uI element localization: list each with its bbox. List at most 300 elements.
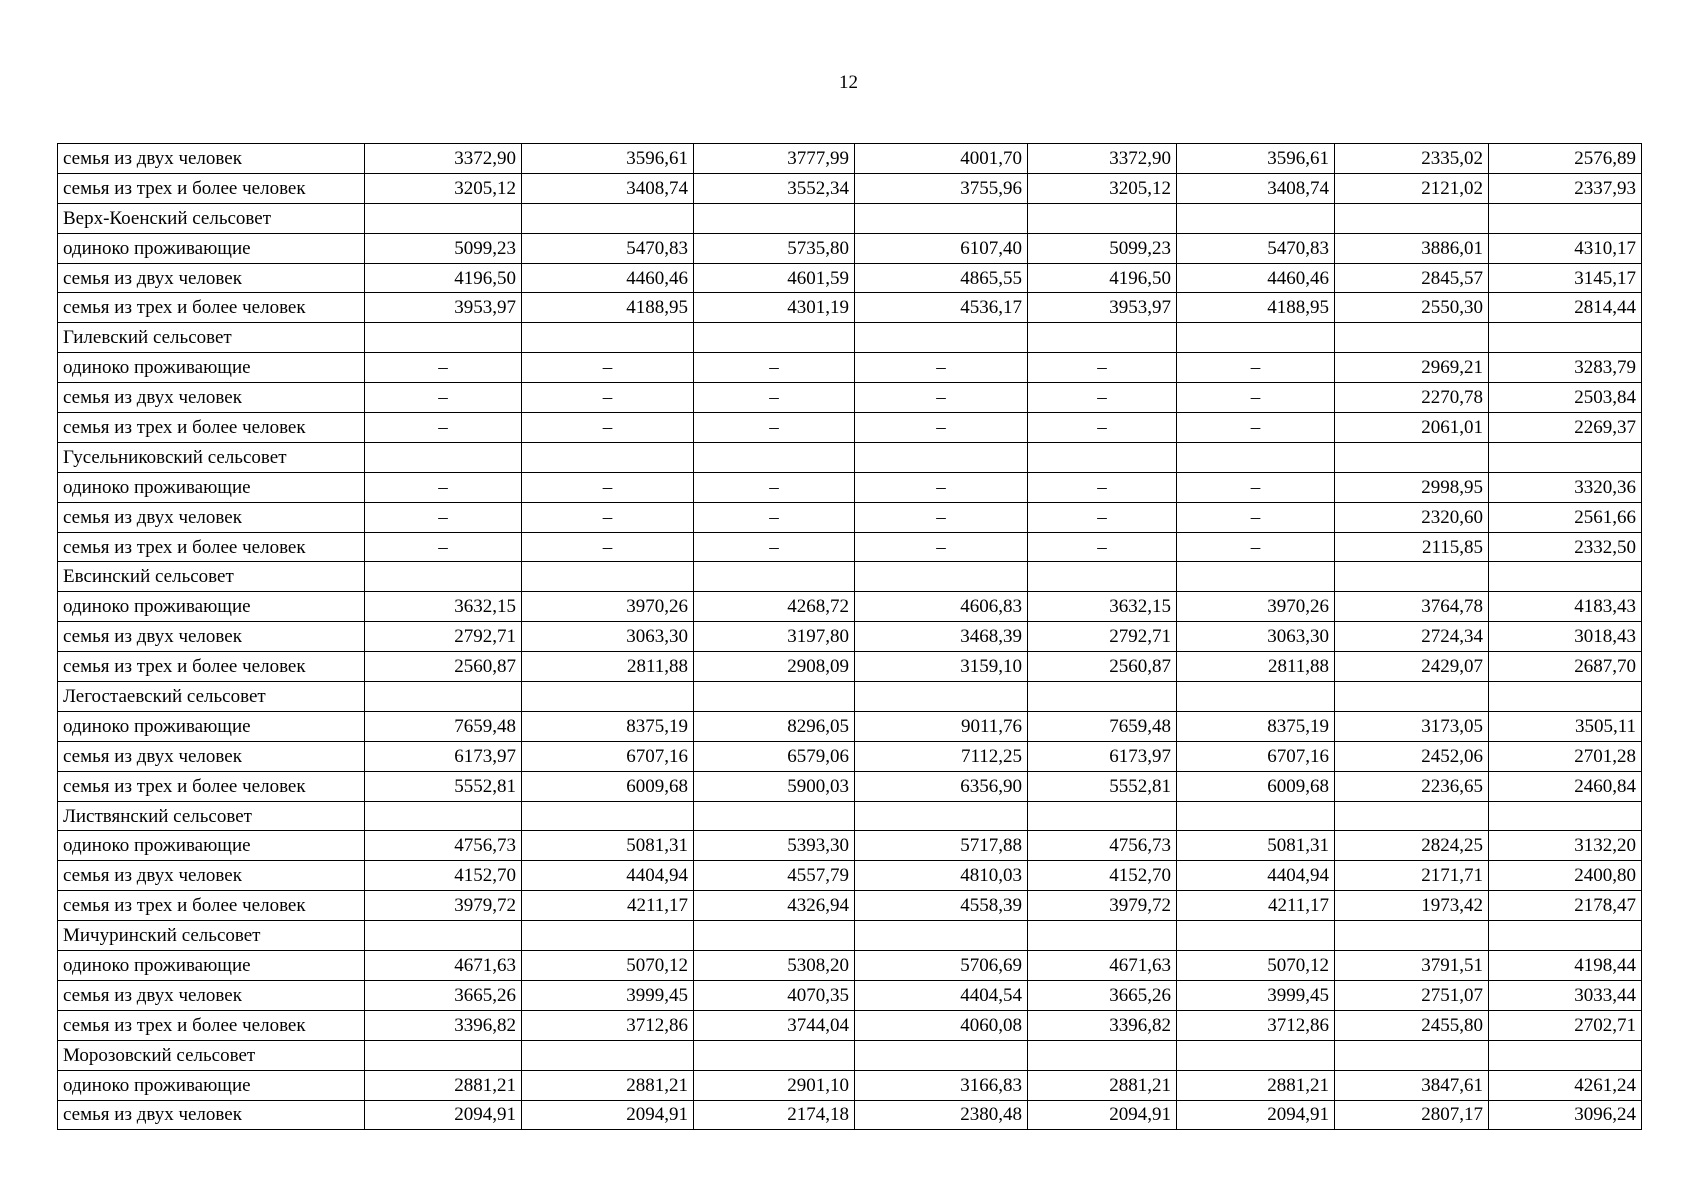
- row-label: Листвянский сельсовет: [58, 801, 365, 831]
- value-cell: 3159,10: [855, 652, 1028, 682]
- value-cell: 3283,79: [1489, 353, 1642, 383]
- value-cell: 4196,50: [1028, 263, 1177, 293]
- value-cell: –: [365, 353, 522, 383]
- value-cell: 4460,46: [522, 263, 694, 293]
- value-cell: 4211,17: [1177, 891, 1335, 921]
- value-cell: 2320,60: [1335, 502, 1489, 532]
- value-cell: 4196,50: [365, 263, 522, 293]
- table-row: [58, 771, 1642, 801]
- value-cell: 5735,80: [694, 233, 855, 263]
- value-cell: 3970,26: [1177, 592, 1335, 622]
- page-number: 12: [839, 72, 858, 93]
- value-cell: 3712,86: [1177, 1010, 1335, 1040]
- value-cell: 5717,88: [855, 831, 1028, 861]
- value-cell: 3145,17: [1489, 263, 1642, 293]
- value-cell: 3063,30: [522, 622, 694, 652]
- value-cell: –: [855, 383, 1028, 413]
- row-label: Гилевский сельсовет: [58, 323, 365, 353]
- value-cell: 7659,48: [1028, 711, 1177, 741]
- table-row: [58, 861, 1642, 891]
- row-label: Легостаевский сельсовет: [58, 682, 365, 712]
- value-cell: 2550,30: [1335, 293, 1489, 323]
- value-cell: 3197,80: [694, 622, 855, 652]
- table-row: [58, 921, 1642, 951]
- value-cell: 5081,31: [522, 831, 694, 861]
- value-cell: 3033,44: [1489, 980, 1642, 1010]
- value-cell: 9011,76: [855, 711, 1028, 741]
- value-cell: 3970,26: [522, 592, 694, 622]
- value-cell: –: [522, 383, 694, 413]
- value-cell: [522, 562, 694, 592]
- value-cell: 4211,17: [522, 891, 694, 921]
- value-cell: 5470,83: [1177, 233, 1335, 263]
- value-cell: 3886,01: [1335, 233, 1489, 263]
- value-cell: –: [694, 532, 855, 562]
- value-cell: –: [522, 532, 694, 562]
- value-cell: 4601,59: [694, 263, 855, 293]
- value-cell: 6009,68: [1177, 771, 1335, 801]
- value-cell: [365, 203, 522, 233]
- value-cell: 4188,95: [1177, 293, 1335, 323]
- value-cell: 7112,25: [855, 741, 1028, 771]
- table-row: [58, 741, 1642, 771]
- value-cell: 2576,89: [1489, 144, 1642, 174]
- value-cell: –: [1028, 353, 1177, 383]
- value-cell: [1489, 203, 1642, 233]
- value-cell: 3063,30: [1177, 622, 1335, 652]
- value-cell: [1028, 562, 1177, 592]
- row-label: семья из двух человек: [58, 383, 365, 413]
- value-cell: 3712,86: [522, 1010, 694, 1040]
- value-cell: 6173,97: [365, 741, 522, 771]
- value-cell: 2171,71: [1335, 861, 1489, 891]
- value-cell: [855, 921, 1028, 951]
- value-cell: [522, 1040, 694, 1070]
- table-row: [58, 682, 1642, 712]
- value-cell: [694, 801, 855, 831]
- value-cell: 2792,71: [1028, 622, 1177, 652]
- value-cell: 6707,16: [522, 741, 694, 771]
- value-cell: –: [365, 472, 522, 502]
- value-cell: 3999,45: [1177, 980, 1335, 1010]
- value-cell: –: [1028, 532, 1177, 562]
- value-cell: 3755,96: [855, 173, 1028, 203]
- value-cell: –: [1028, 472, 1177, 502]
- value-cell: [1335, 442, 1489, 472]
- value-cell: 4001,70: [855, 144, 1028, 174]
- value-cell: [694, 442, 855, 472]
- value-cell: 4152,70: [365, 861, 522, 891]
- value-cell: 2332,50: [1489, 532, 1642, 562]
- value-cell: [1028, 442, 1177, 472]
- table-row: [58, 801, 1642, 831]
- tariff-table: [57, 143, 1642, 1130]
- value-cell: [855, 562, 1028, 592]
- value-cell: [1335, 1040, 1489, 1070]
- row-label: семья из трех и более человек: [58, 771, 365, 801]
- value-cell: 5552,81: [1028, 771, 1177, 801]
- value-cell: 3665,26: [365, 980, 522, 1010]
- value-cell: 2687,70: [1489, 652, 1642, 682]
- value-cell: 4268,72: [694, 592, 855, 622]
- table-row: [58, 1040, 1642, 1070]
- value-cell: 4756,73: [365, 831, 522, 861]
- value-cell: –: [1028, 413, 1177, 443]
- value-cell: [694, 682, 855, 712]
- value-cell: [1489, 801, 1642, 831]
- value-cell: 4558,39: [855, 891, 1028, 921]
- value-cell: 2094,91: [1177, 1100, 1335, 1130]
- value-cell: 2094,91: [365, 1100, 522, 1130]
- value-cell: [1028, 323, 1177, 353]
- value-cell: 4326,94: [694, 891, 855, 921]
- value-cell: 3764,78: [1335, 592, 1489, 622]
- value-cell: 2845,57: [1335, 263, 1489, 293]
- value-cell: 5099,23: [1028, 233, 1177, 263]
- value-cell: 6356,90: [855, 771, 1028, 801]
- value-cell: 6173,97: [1028, 741, 1177, 771]
- value-cell: 4060,08: [855, 1010, 1028, 1040]
- value-cell: 6009,68: [522, 771, 694, 801]
- value-cell: [1335, 801, 1489, 831]
- value-cell: 3396,82: [365, 1010, 522, 1040]
- value-cell: 4460,46: [1177, 263, 1335, 293]
- value-cell: 2400,80: [1489, 861, 1642, 891]
- value-cell: 3408,74: [522, 173, 694, 203]
- value-cell: 8296,05: [694, 711, 855, 741]
- value-cell: [694, 562, 855, 592]
- value-cell: 6579,06: [694, 741, 855, 771]
- table-row: [58, 144, 1642, 174]
- value-cell: 4404,94: [522, 861, 694, 891]
- value-cell: 4756,73: [1028, 831, 1177, 861]
- value-cell: 2094,91: [522, 1100, 694, 1130]
- value-cell: [1177, 203, 1335, 233]
- row-label: семья из трех и более человек: [58, 1010, 365, 1040]
- value-cell: 2560,87: [1028, 652, 1177, 682]
- value-cell: –: [365, 383, 522, 413]
- value-cell: 2724,34: [1335, 622, 1489, 652]
- table-row: [58, 472, 1642, 502]
- value-cell: 2380,48: [855, 1100, 1028, 1130]
- value-cell: –: [365, 532, 522, 562]
- row-label: семья из двух человек: [58, 263, 365, 293]
- value-cell: [1335, 921, 1489, 951]
- value-cell: 2792,71: [365, 622, 522, 652]
- value-cell: 5900,03: [694, 771, 855, 801]
- value-cell: –: [1177, 502, 1335, 532]
- value-cell: [522, 682, 694, 712]
- value-cell: [1335, 203, 1489, 233]
- value-cell: [1489, 1040, 1642, 1070]
- value-cell: 2560,87: [365, 652, 522, 682]
- value-cell: 3372,90: [365, 144, 522, 174]
- value-cell: –: [522, 502, 694, 532]
- value-cell: –: [855, 532, 1028, 562]
- value-cell: [365, 1040, 522, 1070]
- value-cell: 1973,42: [1335, 891, 1489, 921]
- value-cell: 2061,01: [1335, 413, 1489, 443]
- row-label: семья из трех и более человек: [58, 532, 365, 562]
- value-cell: 2811,88: [1177, 652, 1335, 682]
- table-row: [58, 353, 1642, 383]
- row-label: одиноко проживающие: [58, 472, 365, 502]
- value-cell: –: [855, 413, 1028, 443]
- value-cell: 2881,21: [1028, 1070, 1177, 1100]
- value-cell: –: [1177, 353, 1335, 383]
- value-cell: 4261,24: [1489, 1070, 1642, 1100]
- value-cell: 2701,28: [1489, 741, 1642, 771]
- table-row: [58, 562, 1642, 592]
- value-cell: 4301,19: [694, 293, 855, 323]
- value-cell: 3999,45: [522, 980, 694, 1010]
- value-cell: 3173,05: [1335, 711, 1489, 741]
- value-cell: [855, 323, 1028, 353]
- value-cell: 3979,72: [365, 891, 522, 921]
- row-label: семья из трех и более человек: [58, 652, 365, 682]
- value-cell: 2908,09: [694, 652, 855, 682]
- value-cell: 7659,48: [365, 711, 522, 741]
- value-cell: –: [1028, 502, 1177, 532]
- value-cell: [1489, 442, 1642, 472]
- table-row: [58, 502, 1642, 532]
- table-row: [58, 413, 1642, 443]
- value-cell: [1177, 921, 1335, 951]
- value-cell: 4152,70: [1028, 861, 1177, 891]
- value-cell: –: [694, 413, 855, 443]
- value-cell: 2811,88: [522, 652, 694, 682]
- table-row: [58, 711, 1642, 741]
- value-cell: [1335, 323, 1489, 353]
- value-cell: [1177, 801, 1335, 831]
- value-cell: 2824,25: [1335, 831, 1489, 861]
- value-cell: 3953,97: [365, 293, 522, 323]
- value-cell: 3468,39: [855, 622, 1028, 652]
- value-cell: [1177, 442, 1335, 472]
- value-cell: –: [522, 472, 694, 502]
- table-body: [58, 144, 1642, 1130]
- row-label: Мичуринский сельсовет: [58, 921, 365, 951]
- value-cell: –: [1177, 532, 1335, 562]
- value-cell: [365, 801, 522, 831]
- value-cell: 3665,26: [1028, 980, 1177, 1010]
- table-row: [58, 173, 1642, 203]
- value-cell: 2751,07: [1335, 980, 1489, 1010]
- value-cell: –: [1177, 472, 1335, 502]
- value-cell: 5081,31: [1177, 831, 1335, 861]
- row-label: одиноко проживающие: [58, 233, 365, 263]
- row-label: семья из трех и более человек: [58, 293, 365, 323]
- table-row: [58, 323, 1642, 353]
- value-cell: –: [855, 353, 1028, 383]
- value-cell: [694, 921, 855, 951]
- value-cell: 3791,51: [1335, 951, 1489, 981]
- value-cell: 3979,72: [1028, 891, 1177, 921]
- value-cell: [522, 442, 694, 472]
- value-cell: [1335, 562, 1489, 592]
- value-cell: [1177, 1040, 1335, 1070]
- value-cell: 2998,95: [1335, 472, 1489, 502]
- table-row: [58, 532, 1642, 562]
- value-cell: 3777,99: [694, 144, 855, 174]
- value-cell: 2094,91: [1028, 1100, 1177, 1130]
- value-cell: 2178,47: [1489, 891, 1642, 921]
- value-cell: [1028, 682, 1177, 712]
- row-label: семья из трех и более человек: [58, 173, 365, 203]
- value-cell: [694, 323, 855, 353]
- value-cell: 3632,15: [1028, 592, 1177, 622]
- value-cell: [1177, 562, 1335, 592]
- value-cell: 3596,61: [1177, 144, 1335, 174]
- row-label: семья из трех и более человек: [58, 413, 365, 443]
- table-row: [58, 442, 1642, 472]
- value-cell: –: [1177, 413, 1335, 443]
- value-cell: 2969,21: [1335, 353, 1489, 383]
- value-cell: [365, 562, 522, 592]
- value-cell: –: [694, 472, 855, 502]
- value-cell: –: [522, 353, 694, 383]
- value-cell: 8375,19: [522, 711, 694, 741]
- value-cell: 2807,17: [1335, 1100, 1489, 1130]
- value-cell: [522, 921, 694, 951]
- value-cell: 2121,02: [1335, 173, 1489, 203]
- table-row: [58, 233, 1642, 263]
- value-cell: 2337,93: [1489, 173, 1642, 203]
- row-label: семья из двух человек: [58, 980, 365, 1010]
- row-label: семья из двух человек: [58, 861, 365, 891]
- row-label: одиноко проживающие: [58, 711, 365, 741]
- value-cell: 4310,17: [1489, 233, 1642, 263]
- row-label: Гусельниковский сельсовет: [58, 442, 365, 472]
- value-cell: 6107,40: [855, 233, 1028, 263]
- value-cell: 2335,02: [1335, 144, 1489, 174]
- value-cell: 8375,19: [1177, 711, 1335, 741]
- value-cell: 2452,06: [1335, 741, 1489, 771]
- value-cell: [1028, 801, 1177, 831]
- value-cell: [855, 442, 1028, 472]
- value-cell: [855, 682, 1028, 712]
- value-cell: 4183,43: [1489, 592, 1642, 622]
- table-row: [58, 592, 1642, 622]
- value-cell: [694, 203, 855, 233]
- value-cell: 3205,12: [1028, 173, 1177, 203]
- table-row: [58, 980, 1642, 1010]
- value-cell: 5099,23: [365, 233, 522, 263]
- value-cell: 3408,74: [1177, 173, 1335, 203]
- value-cell: [1177, 682, 1335, 712]
- value-cell: 2460,84: [1489, 771, 1642, 801]
- value-cell: –: [694, 383, 855, 413]
- value-cell: 3205,12: [365, 173, 522, 203]
- row-label: Евсинский сельсовет: [58, 562, 365, 592]
- value-cell: 4404,94: [1177, 861, 1335, 891]
- value-cell: 6707,16: [1177, 741, 1335, 771]
- value-cell: 3396,82: [1028, 1010, 1177, 1040]
- value-cell: 3018,43: [1489, 622, 1642, 652]
- value-cell: [1489, 682, 1642, 712]
- value-cell: [855, 801, 1028, 831]
- value-cell: –: [365, 502, 522, 532]
- row-label: одиноко проживающие: [58, 592, 365, 622]
- value-cell: 3132,20: [1489, 831, 1642, 861]
- value-cell: 2814,44: [1489, 293, 1642, 323]
- value-cell: 4671,63: [1028, 951, 1177, 981]
- value-cell: 4606,83: [855, 592, 1028, 622]
- value-cell: 5552,81: [365, 771, 522, 801]
- table-row: [58, 383, 1642, 413]
- table-row: [58, 203, 1642, 233]
- value-cell: 3552,34: [694, 173, 855, 203]
- value-cell: 2881,21: [522, 1070, 694, 1100]
- table-row: [58, 263, 1642, 293]
- value-cell: 5070,12: [1177, 951, 1335, 981]
- value-cell: [522, 323, 694, 353]
- value-cell: 5706,69: [855, 951, 1028, 981]
- value-cell: –: [1028, 383, 1177, 413]
- value-cell: 2881,21: [1177, 1070, 1335, 1100]
- value-cell: 2901,10: [694, 1070, 855, 1100]
- value-cell: 3744,04: [694, 1010, 855, 1040]
- value-cell: [1028, 1040, 1177, 1070]
- value-cell: [522, 801, 694, 831]
- value-cell: [1335, 682, 1489, 712]
- value-cell: 2236,65: [1335, 771, 1489, 801]
- row-label: семья из двух человек: [58, 622, 365, 652]
- value-cell: 2561,66: [1489, 502, 1642, 532]
- value-cell: 3632,15: [365, 592, 522, 622]
- value-cell: 3320,36: [1489, 472, 1642, 502]
- value-cell: [365, 682, 522, 712]
- row-label: семья из двух человек: [58, 741, 365, 771]
- value-cell: –: [1177, 383, 1335, 413]
- value-cell: 4557,79: [694, 861, 855, 891]
- value-cell: 5470,83: [522, 233, 694, 263]
- value-cell: [365, 323, 522, 353]
- value-cell: [522, 203, 694, 233]
- value-cell: 2881,21: [365, 1070, 522, 1100]
- value-cell: 2174,18: [694, 1100, 855, 1130]
- value-cell: –: [365, 413, 522, 443]
- value-cell: 2455,80: [1335, 1010, 1489, 1040]
- row-label: семья из двух человек: [58, 502, 365, 532]
- value-cell: 2269,37: [1489, 413, 1642, 443]
- value-cell: 3953,97: [1028, 293, 1177, 323]
- value-cell: –: [855, 472, 1028, 502]
- value-cell: [855, 203, 1028, 233]
- value-cell: 5308,20: [694, 951, 855, 981]
- value-cell: 2270,78: [1335, 383, 1489, 413]
- table-row: [58, 831, 1642, 861]
- value-cell: [365, 921, 522, 951]
- value-cell: 3096,24: [1489, 1100, 1642, 1130]
- value-cell: 4865,55: [855, 263, 1028, 293]
- value-cell: 2429,07: [1335, 652, 1489, 682]
- value-cell: 5070,12: [522, 951, 694, 981]
- value-cell: 4188,95: [522, 293, 694, 323]
- row-label: Верх-Коенский сельсовет: [58, 203, 365, 233]
- value-cell: [365, 442, 522, 472]
- row-label: Морозовский сельсовет: [58, 1040, 365, 1070]
- row-label: семья из трех и более человек: [58, 891, 365, 921]
- table-row: [58, 1010, 1642, 1040]
- value-cell: 2115,85: [1335, 532, 1489, 562]
- table-row: [58, 1100, 1642, 1130]
- value-cell: –: [855, 502, 1028, 532]
- value-cell: 4070,35: [694, 980, 855, 1010]
- value-cell: [1489, 921, 1642, 951]
- table-row: [58, 652, 1642, 682]
- value-cell: 4536,17: [855, 293, 1028, 323]
